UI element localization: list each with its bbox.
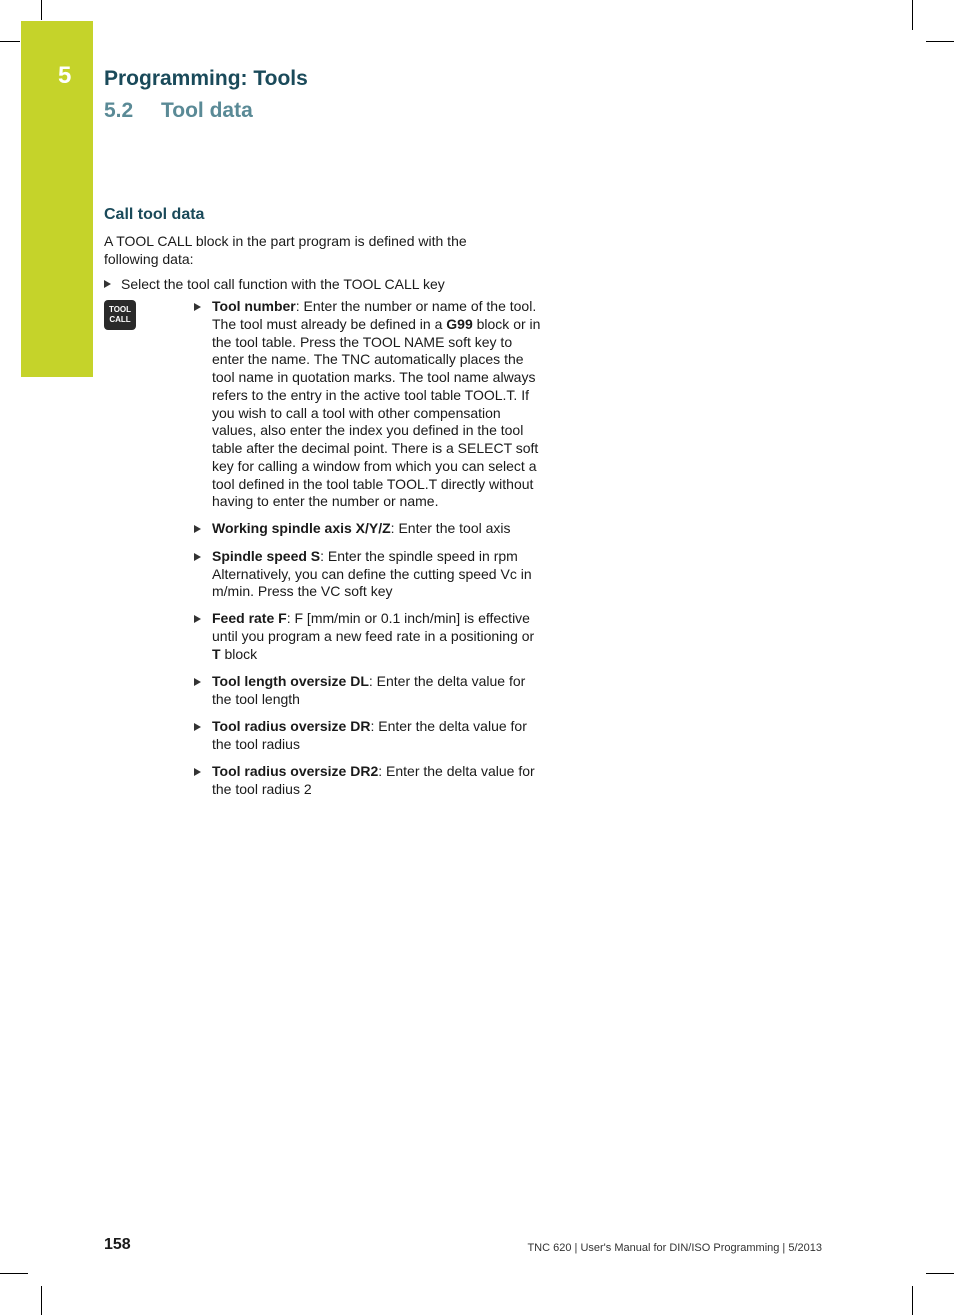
item-text: : Enter the delta value for the tool radius (212, 717, 527, 752)
arrow-icon (194, 768, 201, 776)
intro-paragraph: A TOOL CALL block in the part program is defined with the following data: (104, 233, 467, 267)
item-text: : Enter the number or name of the tool. The tool must already be defined in a (212, 298, 537, 332)
arrow-icon (194, 723, 201, 731)
page-number: 158 (104, 1236, 131, 1253)
chapter-number: 5 (58, 62, 72, 89)
list-item (192, 610, 542, 663)
item-term: Working spindle axis X/Y/Z (212, 520, 391, 536)
list-item (192, 763, 542, 799)
item-text: : Enter the spindle speed in rpm Alternatively, you can define the cutting speed Vc in m/min. Press the VC soft key (212, 547, 532, 600)
item-text: : Enter the tool axis (390, 520, 511, 536)
crop-mark (912, 1286, 913, 1315)
crop-mark (41, 0, 42, 20)
crop-mark (926, 41, 954, 42)
arrow-icon (194, 678, 201, 686)
item-term: Feed rate F (212, 610, 287, 626)
crop-mark (41, 1286, 42, 1315)
step-text: Select the tool call function with the TOOL CALL key (121, 276, 445, 292)
chapter-tab (21, 21, 93, 377)
list-item (192, 673, 542, 709)
crop-mark (0, 1273, 28, 1274)
item-term: Tool radius oversize DR (212, 717, 371, 734)
item-term: Spindle speed S (212, 547, 321, 564)
arrow-icon (194, 303, 201, 311)
arrow-icon (194, 525, 201, 533)
arrow-icon (194, 615, 201, 623)
item-text: : Enter the delta value for the tool length (212, 673, 526, 707)
item-term: Tool number (212, 298, 296, 314)
item-text: : Enter the delta value for the tool radius 2 (212, 763, 535, 797)
parameter-list (192, 298, 542, 799)
item-term: Tool length oversize DL (212, 673, 369, 690)
list-item (192, 718, 542, 754)
chapter-title: Programming: Tools (104, 67, 308, 90)
tool-call-key-icon (104, 300, 136, 330)
item-text: : F [mm/min or 0.1 inch/min] is effective until you program a new feed rate in a positioning or (212, 610, 535, 644)
item-text-2: block or in the tool table. Press the TOOL NAME soft key to enter the name. The TNC automatically places the tool name in quotation marks. The tool name always refers to the entry in the active tool table TOOL.T. If you wish to call a tool with other compensation values, also enter the index you defined in the tool table after the decimal point. There is a SELECT soft key for calling a window from which you can select a tool defined in the tool table TOOL.T directly without having to enter the number or name. (212, 315, 541, 510)
item-text-2: block (220, 645, 258, 662)
item-term-2: T (212, 645, 221, 662)
list-item (192, 520, 542, 538)
arrow-icon (104, 280, 111, 288)
item-term: Tool radius oversize DR2 (212, 763, 379, 780)
item-term-2: G99 (446, 315, 473, 332)
footer-text: TNC 620 | User's Manual for DIN/ISO Programming | 5/2013 (527, 1242, 822, 1254)
crop-mark (912, 0, 913, 30)
section-title: Tool data (161, 99, 253, 122)
key-label-line2: CALL (109, 315, 131, 324)
arrow-icon (194, 553, 201, 561)
list-item (192, 298, 542, 511)
section-number: 5.2 (104, 99, 134, 122)
key-label-line1: TOOL (108, 305, 132, 314)
step-instruction (104, 275, 445, 293)
crop-mark (926, 1273, 954, 1274)
page-heading: Call tool data (104, 206, 205, 223)
list-item (192, 548, 542, 601)
crop-mark (0, 41, 20, 42)
